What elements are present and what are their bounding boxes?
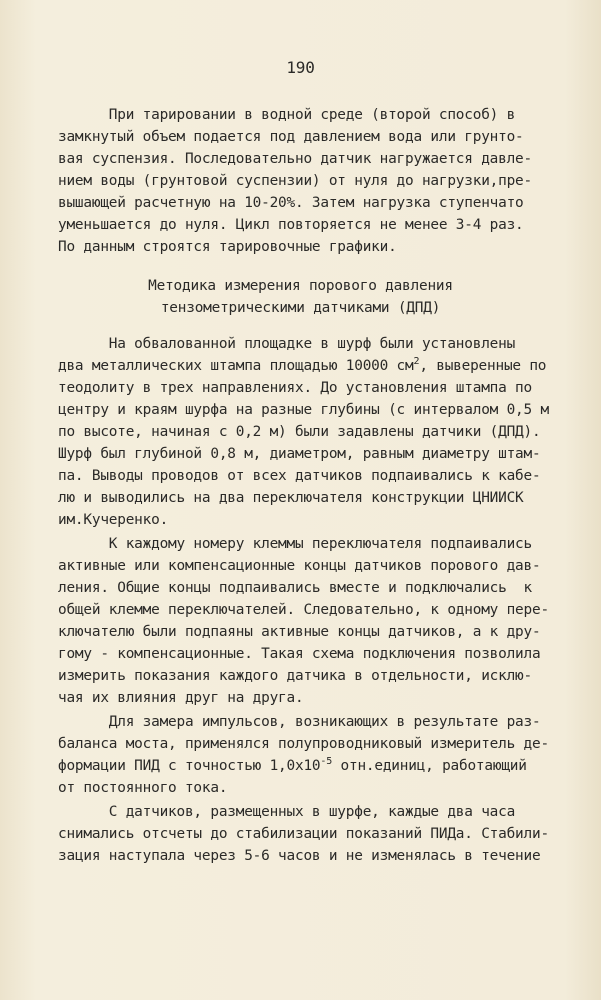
text-line: баланса моста, применялся полупроводниковый измеритель де- (58, 736, 549, 752)
text-line: измерить показания каждого датчика в отдельности, исклю- (58, 668, 532, 684)
text-line: Шурф был глубиной 0,8 м, диаметром, равным диаметру штам- (58, 446, 541, 462)
text-line: па. Выводы проводов от всех датчиков подпаивались к кабе- (58, 468, 541, 484)
superscript: 2 (413, 356, 420, 367)
text-line: чая их влияния друг на друга. (58, 690, 304, 706)
text-line (58, 355, 546, 377)
text-segment: два металлических штампа площадью 10000 см (58, 358, 414, 374)
text-line: По данным строятся тарировочные графики. (58, 239, 397, 255)
text-line: зация наступала через 5-6 часов и не изменялась в течение (58, 848, 541, 864)
text-line (58, 755, 527, 777)
text-line: центру и краям шурфа на разные глубины (с интервалом 0,5 м (58, 402, 549, 418)
text-line: лю и выводились на два переключателя конструкции ЦНИИСК (58, 490, 524, 506)
text-line: активные или компенсационные концы датчиков порового дав- (58, 558, 541, 574)
text-segment: формации ПИД с точностью 1,0х10 (58, 758, 321, 774)
text-line: С датчиков, размещенных в шурфе, каждые два часа (58, 804, 516, 820)
text-line: общей клемме переключателей. Следовательно, к одному пере- (58, 602, 549, 618)
text-line: При тарировании в водной среде (второй способ) в (58, 107, 516, 123)
text-line: уменьшается до нуля. Цикл повторяется не менее 3-4 раз. (58, 217, 524, 233)
text-line: Для замера импульсов, возникающих в результате раз- (58, 714, 541, 730)
text-line: вышающей расчетную на 10-20%. Затем нагрузка ступенчато (58, 195, 524, 211)
text-line: замкнутый объем подается под давлением вода или грунто- (58, 129, 524, 145)
text-line: вая суспензия. Последовательно датчик нагружается давле- (58, 151, 532, 167)
text-line: нием воды (грунтовой суспензии) от нуля до нагрузки,пре- (58, 173, 532, 189)
text-segment: отн.единиц, работающий (332, 758, 527, 774)
heading-line: Методика измерения порового давления (148, 278, 453, 294)
text-line: снимались отсчеты до стабилизации показаний ПИДа. Стабили- (58, 826, 549, 842)
text-line: теодолиту в трех направлениях. До установления штампа по (58, 380, 532, 396)
page-number: 190 (286, 58, 315, 77)
superscript: -5 (320, 756, 333, 767)
text-line: На обвалованной площадке в шурф были установлены (58, 336, 516, 352)
text-line: гому - компенсационные. Такая схема подключения позволила (58, 646, 541, 662)
text-segment: , выверенные по (419, 358, 547, 374)
heading-line: тензометрическими датчиками (ДПД) (160, 300, 441, 316)
text-line: ления. Общие концы подпаивались вместе и подключались к (58, 580, 532, 596)
text-line: им.Кучеренко. (58, 512, 169, 528)
text-line: от постоянного тока. (58, 780, 228, 796)
text-line: ключателю были подпаяны активные концы датчиков, а к дру- (58, 624, 541, 640)
text-line: К каждому номеру клеммы переключателя подпаивались (58, 536, 532, 552)
text-line: по высоте, начиная с 0,2 м) были задавлены датчики (ДПД). (58, 424, 541, 440)
